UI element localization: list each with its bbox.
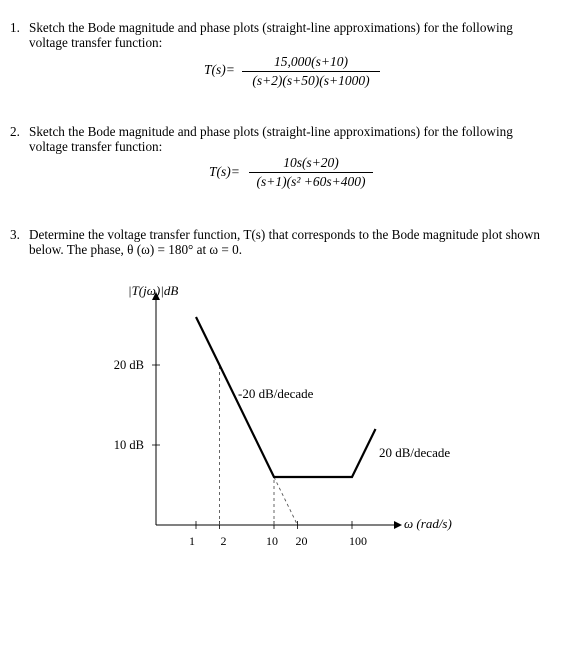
x-tick-label: 10	[266, 534, 278, 548]
y-axis-label: |T(jω)|dB	[128, 283, 179, 298]
y-tick-label: 20 dB	[113, 358, 144, 372]
equation-2-numerator: 10s(s+20)	[283, 155, 339, 170]
equation-1-denominator: (s+2)(s+50)(s+1000)	[252, 73, 370, 88]
problem-3-number: 3.	[10, 227, 20, 242]
y-tick-label: 10 dB	[113, 438, 144, 452]
problem-1-number: 1.	[10, 20, 20, 35]
problem-3-text: Determine the voltage transfer function, T(s) that corresponds to the Bode magnitude plot shown below. The phase, θ (ω) = 180° at ω = 0.	[29, 227, 541, 257]
problem-1-text: Sketch the Bode magnitude and phase plots (straight-line approximations) for the following voltage transfer function:	[29, 20, 513, 50]
x-tick-label: 100	[349, 534, 367, 548]
problem-2-number: 2.	[10, 124, 20, 139]
problem-2-text: Sketch the Bode magnitude and phase plots (straight-line approximations) for the following voltage transfer function:	[29, 124, 513, 154]
dashed-guide-2	[274, 477, 297, 525]
equation-2-lhs: T(s)=	[209, 164, 240, 179]
x-tick-label: 1	[189, 534, 195, 548]
annotation-minus20: -20 dB/decade	[238, 386, 314, 401]
annotation-plus20: 20 dB/decade	[379, 445, 451, 460]
x-tick-label: 2	[220, 534, 227, 548]
equation-1-lhs: T(s)=	[204, 62, 235, 77]
equation-2-denominator: (s+1)(s² +60s+400)	[256, 174, 366, 189]
x-axis-label: ω (rad/s)	[404, 516, 452, 531]
equation-1-numerator: 15,000(s+10)	[274, 54, 348, 69]
x-tick-label: 20	[295, 534, 308, 548]
y-ticks	[114, 358, 160, 452]
